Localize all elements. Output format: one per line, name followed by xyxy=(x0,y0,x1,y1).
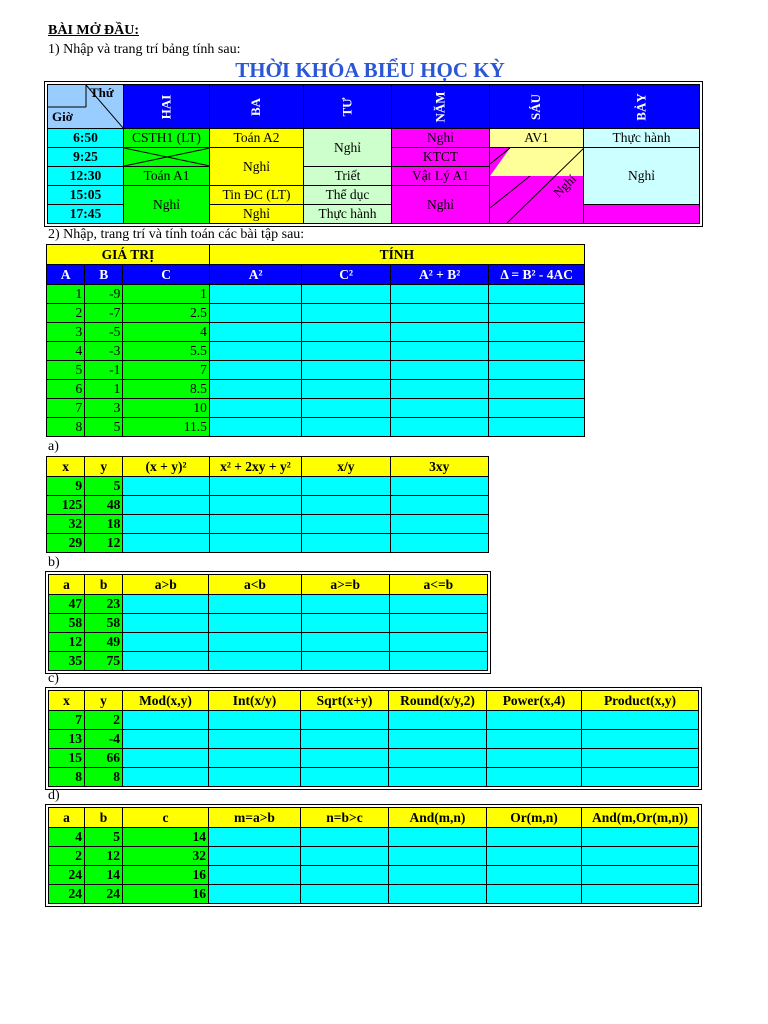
result-cell[interactable] xyxy=(123,534,209,553)
col-header: a<b xyxy=(209,575,301,595)
col-header: (x + y)² xyxy=(123,457,209,477)
result-cell[interactable] xyxy=(390,477,488,496)
result-cell[interactable] xyxy=(301,847,389,866)
cell-bay-1: Thực hành xyxy=(584,129,700,148)
result-cell[interactable] xyxy=(489,342,585,361)
table-row xyxy=(47,534,489,553)
value-cell[interactable]: 66 xyxy=(85,749,123,768)
value-cell[interactable]: 2 xyxy=(85,711,123,730)
value-cell[interactable]: 15 xyxy=(49,749,85,768)
col-header: x xyxy=(49,691,85,711)
result-cell[interactable] xyxy=(209,730,301,749)
result-cell[interactable] xyxy=(123,730,209,749)
heading: BÀI MỞ ĐẦU: xyxy=(48,23,139,38)
value-cell[interactable]: 5 xyxy=(47,361,85,380)
value-cell[interactable]: 18 xyxy=(85,515,123,534)
col-header: Mod(x,y) xyxy=(123,691,209,711)
ex-d-label: d) xyxy=(48,788,60,803)
table-row xyxy=(47,418,585,437)
result-cell[interactable] xyxy=(209,304,302,323)
result-cell[interactable] xyxy=(389,614,487,633)
result-cell[interactable] xyxy=(582,847,699,866)
result-cell[interactable] xyxy=(209,285,302,304)
table-row xyxy=(49,730,699,749)
group-values-header: GIÁ TRỊ xyxy=(47,245,210,265)
value-cell[interactable]: 13 xyxy=(49,730,85,749)
day-tu: TƯ xyxy=(304,85,392,129)
value-cell[interactable]: 4 xyxy=(49,828,85,847)
ex-c-label: c) xyxy=(48,671,59,686)
cell-sau-1: AV1 xyxy=(490,129,584,148)
time-cell: 12:30 xyxy=(48,167,124,186)
cell-tu-3: Thể dục xyxy=(304,186,392,205)
table-row xyxy=(47,323,585,342)
table-row xyxy=(49,595,488,614)
result-cell[interactable] xyxy=(389,595,487,614)
value-cell[interactable]: 7 xyxy=(123,361,209,380)
result-cell[interactable] xyxy=(302,323,390,342)
value-cell[interactable]: 6 xyxy=(47,380,85,399)
col-header: x/y xyxy=(302,457,390,477)
value-cell[interactable]: 2.5 xyxy=(123,304,209,323)
result-cell[interactable] xyxy=(209,885,301,904)
value-cell[interactable]: 5 xyxy=(85,418,123,437)
result-cell[interactable] xyxy=(123,633,209,652)
col-header: A² xyxy=(209,265,302,285)
result-cell[interactable] xyxy=(487,828,582,847)
result-cell[interactable] xyxy=(487,847,582,866)
value-cell[interactable]: 48 xyxy=(85,496,123,515)
col-header: Sqrt(x+y) xyxy=(301,691,389,711)
table-row xyxy=(47,496,489,515)
result-cell[interactable] xyxy=(302,496,390,515)
result-cell[interactable] xyxy=(302,361,390,380)
col-header: C² xyxy=(302,265,390,285)
cell-ba-4: Nghỉ xyxy=(210,205,304,224)
ex-b-label: b) xyxy=(48,555,60,570)
col-header: b xyxy=(85,808,123,828)
cell-ba-2: Nghỉ xyxy=(210,148,304,186)
result-cell[interactable] xyxy=(389,652,487,671)
value-cell[interactable]: 8 xyxy=(47,418,85,437)
value-cell[interactable]: -1 xyxy=(85,361,123,380)
result-cell[interactable] xyxy=(489,285,585,304)
value-cell[interactable]: 3 xyxy=(47,323,85,342)
value-cell[interactable]: 12 xyxy=(85,847,123,866)
corner-cell xyxy=(48,85,124,129)
result-cell[interactable] xyxy=(390,323,489,342)
result-cell[interactable] xyxy=(487,866,582,885)
group-calc-header: TÍNH xyxy=(209,245,584,265)
result-cell[interactable] xyxy=(582,885,699,904)
table-row xyxy=(47,380,585,399)
table-row xyxy=(49,866,699,885)
value-cell[interactable]: 47 xyxy=(49,595,85,614)
cell-hai-3: Nghỉ xyxy=(124,186,210,224)
result-cell[interactable] xyxy=(301,885,389,904)
value-cell[interactable]: 14 xyxy=(123,828,209,847)
cell-nam-4: Nghỉ xyxy=(392,186,490,224)
result-cell[interactable] xyxy=(582,711,699,730)
result-cell[interactable] xyxy=(301,711,389,730)
result-cell[interactable] xyxy=(489,380,585,399)
result-cell[interactable] xyxy=(389,711,487,730)
value-cell[interactable]: 8 xyxy=(49,768,85,787)
value-cell[interactable]: 29 xyxy=(47,534,85,553)
result-cell[interactable] xyxy=(302,477,390,496)
result-cell[interactable] xyxy=(487,749,582,768)
value-cell[interactable]: 24 xyxy=(85,885,123,904)
result-cell[interactable] xyxy=(123,614,209,633)
table-row xyxy=(47,399,585,418)
cell-nam-2: KTCT xyxy=(392,148,490,167)
value-cell[interactable]: 24 xyxy=(49,885,85,904)
result-cell[interactable] xyxy=(489,323,585,342)
result-cell[interactable] xyxy=(487,885,582,904)
result-cell[interactable] xyxy=(123,711,209,730)
result-cell[interactable] xyxy=(389,847,487,866)
values-table xyxy=(46,244,585,437)
result-cell[interactable] xyxy=(489,304,585,323)
col-header: Int(x/y) xyxy=(209,691,301,711)
result-cell[interactable] xyxy=(209,477,301,496)
value-cell[interactable]: 16 xyxy=(123,885,209,904)
value-cell[interactable]: 10 xyxy=(123,399,209,418)
col-header: B xyxy=(85,265,123,285)
value-cell[interactable]: 1 xyxy=(85,380,123,399)
value-cell[interactable]: 2 xyxy=(49,847,85,866)
col-header: x² + 2xy + y² xyxy=(209,457,301,477)
result-cell[interactable] xyxy=(389,730,487,749)
value-cell[interactable]: 9 xyxy=(47,477,85,496)
value-cell[interactable]: 12 xyxy=(85,534,123,553)
result-cell[interactable] xyxy=(582,828,699,847)
table-row xyxy=(49,614,488,633)
result-cell[interactable] xyxy=(301,652,389,671)
ex-b-table xyxy=(48,574,488,671)
time-cell: 6:50 xyxy=(48,129,124,148)
cell-nam-3: Vật Lý A1 xyxy=(392,167,490,186)
result-cell[interactable] xyxy=(209,342,302,361)
day-hai: HAI xyxy=(124,85,210,129)
value-cell[interactable]: 14 xyxy=(85,866,123,885)
table-row xyxy=(49,885,699,904)
time-cell: 9:25 xyxy=(48,148,124,167)
corner-bottom-label: Giờ xyxy=(52,109,73,124)
result-cell[interactable] xyxy=(390,418,489,437)
cell-nam-1: Nghỉ xyxy=(392,129,490,148)
result-cell[interactable] xyxy=(302,399,390,418)
col-header: a>b xyxy=(123,575,209,595)
value-cell[interactable]: 7 xyxy=(49,711,85,730)
result-cell[interactable] xyxy=(389,749,487,768)
value-cell[interactable]: 8 xyxy=(85,768,123,787)
cell-tu-2: Triết xyxy=(304,167,392,186)
result-cell[interactable] xyxy=(209,866,301,885)
result-cell[interactable] xyxy=(487,730,582,749)
value-cell[interactable]: 4 xyxy=(123,323,209,342)
result-cell[interactable] xyxy=(301,614,389,633)
result-cell[interactable] xyxy=(209,496,301,515)
value-cell[interactable]: 11.5 xyxy=(123,418,209,437)
result-cell[interactable] xyxy=(302,418,390,437)
col-header: n=b>c xyxy=(301,808,389,828)
result-cell[interactable] xyxy=(489,418,585,437)
cell-hai-2: Toán A1 xyxy=(124,167,210,186)
col-header: a xyxy=(49,808,85,828)
value-cell[interactable]: 8.5 xyxy=(123,380,209,399)
ex-c-table xyxy=(48,690,699,787)
col-header: a<=b xyxy=(389,575,487,595)
day-sau: SÁU xyxy=(490,85,584,129)
result-cell[interactable] xyxy=(209,534,301,553)
col-header: Round(x/y,2) xyxy=(389,691,487,711)
result-cell[interactable] xyxy=(123,595,209,614)
timetable xyxy=(47,84,700,224)
result-cell[interactable] xyxy=(390,361,489,380)
result-cell[interactable] xyxy=(123,652,209,671)
col-header: m=a>b xyxy=(209,808,301,828)
col-header: A xyxy=(47,265,85,285)
sau-rest-label: Nghỉ xyxy=(550,171,580,201)
table-row xyxy=(49,749,699,768)
result-cell[interactable] xyxy=(301,828,389,847)
value-cell[interactable]: 1 xyxy=(123,285,209,304)
cell-hai-crossed xyxy=(124,148,210,167)
cell-hai-1: CSTH1 (LT) xyxy=(124,129,210,148)
col-header: C xyxy=(123,265,209,285)
value-cell[interactable]: 16 xyxy=(123,866,209,885)
part1-label: 1) Nhập và trang trí bảng tính sau: xyxy=(48,42,241,57)
result-cell[interactable] xyxy=(123,496,209,515)
result-cell[interactable] xyxy=(390,496,488,515)
result-cell[interactable] xyxy=(301,866,389,885)
result-cell[interactable] xyxy=(389,885,487,904)
ex-a-table xyxy=(46,456,489,553)
result-cell[interactable] xyxy=(390,399,489,418)
col-header: x xyxy=(47,457,85,477)
col-header: a>=b xyxy=(301,575,389,595)
value-cell[interactable]: 5.5 xyxy=(123,342,209,361)
cell-sau-merged xyxy=(490,148,584,224)
cell-tu-1: Nghỉ xyxy=(304,129,392,167)
cell-sau-bottom xyxy=(584,205,700,224)
result-cell[interactable] xyxy=(209,323,302,342)
result-cell[interactable] xyxy=(302,534,390,553)
result-cell[interactable] xyxy=(302,342,390,361)
timetable-title: THỜI KHÓA BIỂU HỌC KỲ xyxy=(235,58,505,82)
value-cell[interactable]: 32 xyxy=(123,847,209,866)
col-header: y xyxy=(85,457,123,477)
day-nam: NĂM xyxy=(392,85,490,129)
result-cell[interactable] xyxy=(209,847,301,866)
result-cell[interactable] xyxy=(389,633,487,652)
result-cell[interactable] xyxy=(302,380,390,399)
result-cell[interactable] xyxy=(209,768,301,787)
table-row xyxy=(49,847,699,866)
col-header: A² + B² xyxy=(390,265,489,285)
result-cell[interactable] xyxy=(301,633,389,652)
result-cell[interactable] xyxy=(209,515,301,534)
table-row xyxy=(49,652,488,671)
table-row xyxy=(49,633,488,652)
col-header: Or(m,n) xyxy=(487,808,582,828)
cell-ba-3: Tin ĐC (LT) xyxy=(210,186,304,205)
value-cell[interactable]: 32 xyxy=(47,515,85,534)
value-cell[interactable]: 4 xyxy=(47,342,85,361)
time-cell: 17:45 xyxy=(48,205,124,224)
result-cell[interactable] xyxy=(123,768,209,787)
result-cell[interactable] xyxy=(389,866,487,885)
value-cell[interactable]: -4 xyxy=(85,730,123,749)
table-row xyxy=(49,828,699,847)
cell-bay-2: Nghỉ xyxy=(584,148,700,205)
ex-d-table xyxy=(48,807,699,904)
col-header: y xyxy=(85,691,123,711)
table-row xyxy=(47,361,585,380)
value-cell[interactable]: 1 xyxy=(47,285,85,304)
result-cell[interactable] xyxy=(390,534,488,553)
result-cell[interactable] xyxy=(209,749,301,768)
result-cell[interactable] xyxy=(302,285,390,304)
result-cell[interactable] xyxy=(209,361,302,380)
result-cell[interactable] xyxy=(209,399,302,418)
value-cell[interactable]: 58 xyxy=(85,614,123,633)
table-row xyxy=(47,515,489,534)
result-cell[interactable] xyxy=(390,380,489,399)
result-cell[interactable] xyxy=(123,749,209,768)
result-cell[interactable] xyxy=(582,866,699,885)
result-cell[interactable] xyxy=(209,614,301,633)
result-cell[interactable] xyxy=(489,361,585,380)
col-header: Δ = B² - 4AC xyxy=(489,265,585,285)
col-header: Product(x,y) xyxy=(582,691,699,711)
result-cell[interactable] xyxy=(123,477,209,496)
value-cell[interactable]: -9 xyxy=(85,285,123,304)
result-cell[interactable] xyxy=(302,304,390,323)
result-cell[interactable] xyxy=(390,342,489,361)
day-ba: BA xyxy=(210,85,304,129)
result-cell[interactable] xyxy=(582,749,699,768)
cell-ba-1: Toán A2 xyxy=(210,129,304,148)
col-header: And(m,Or(m,n)) xyxy=(582,808,699,828)
result-cell[interactable] xyxy=(301,730,389,749)
table-row xyxy=(47,304,585,323)
col-header: c xyxy=(123,808,209,828)
table-row xyxy=(49,768,699,787)
result-cell[interactable] xyxy=(301,595,389,614)
result-cell[interactable] xyxy=(209,380,302,399)
result-cell[interactable] xyxy=(390,285,489,304)
value-cell[interactable]: 7 xyxy=(47,399,85,418)
result-cell[interactable] xyxy=(301,749,389,768)
result-cell[interactable] xyxy=(209,418,302,437)
time-cell: 15:05 xyxy=(48,186,124,205)
value-cell[interactable]: -5 xyxy=(85,323,123,342)
part2-label: 2) Nhập, trang trí và tính toán các bài tập sau: xyxy=(48,227,305,242)
result-cell[interactable] xyxy=(582,730,699,749)
result-cell[interactable] xyxy=(302,515,390,534)
result-cell[interactable] xyxy=(487,768,582,787)
table-row xyxy=(49,711,699,730)
value-cell[interactable]: 58 xyxy=(49,614,85,633)
col-header: 3xy xyxy=(390,457,488,477)
result-cell[interactable] xyxy=(489,399,585,418)
value-cell[interactable]: 23 xyxy=(85,595,123,614)
value-cell[interactable]: 2 xyxy=(47,304,85,323)
result-cell[interactable] xyxy=(209,711,301,730)
result-cell[interactable] xyxy=(123,515,209,534)
col-header: a xyxy=(49,575,85,595)
value-cell[interactable]: 75 xyxy=(85,652,123,671)
cell-tu-4: Thực hành xyxy=(304,205,392,224)
value-cell[interactable]: -3 xyxy=(85,342,123,361)
cross-mark xyxy=(124,148,210,166)
table-row xyxy=(47,477,489,496)
col-header: b xyxy=(85,575,123,595)
table-row xyxy=(47,285,585,304)
col-header: Power(x,4) xyxy=(487,691,582,711)
result-cell[interactable] xyxy=(209,633,301,652)
value-cell[interactable]: 49 xyxy=(85,633,123,652)
result-cell[interactable] xyxy=(487,711,582,730)
result-cell[interactable] xyxy=(301,768,389,787)
day-bay: BẢY xyxy=(584,85,700,129)
value-cell[interactable]: 12 xyxy=(49,633,85,652)
value-cell[interactable]: 24 xyxy=(49,866,85,885)
corner-top-label: Thứ xyxy=(90,85,114,100)
col-header: And(m,n) xyxy=(389,808,487,828)
value-cell[interactable]: -7 xyxy=(85,304,123,323)
result-cell[interactable] xyxy=(390,304,489,323)
result-cell[interactable] xyxy=(582,768,699,787)
value-cell[interactable]: 5 xyxy=(85,477,123,496)
value-cell[interactable]: 125 xyxy=(47,496,85,515)
table-row xyxy=(47,342,585,361)
result-cell[interactable] xyxy=(209,652,301,671)
result-cell[interactable] xyxy=(389,828,487,847)
value-cell[interactable]: 5 xyxy=(85,828,123,847)
value-cell[interactable]: 35 xyxy=(49,652,85,671)
result-cell[interactable] xyxy=(390,515,488,534)
result-cell[interactable] xyxy=(209,828,301,847)
result-cell[interactable] xyxy=(389,768,487,787)
value-cell[interactable]: 3 xyxy=(85,399,123,418)
ex-a-label: a) xyxy=(48,439,59,454)
result-cell[interactable] xyxy=(209,595,301,614)
